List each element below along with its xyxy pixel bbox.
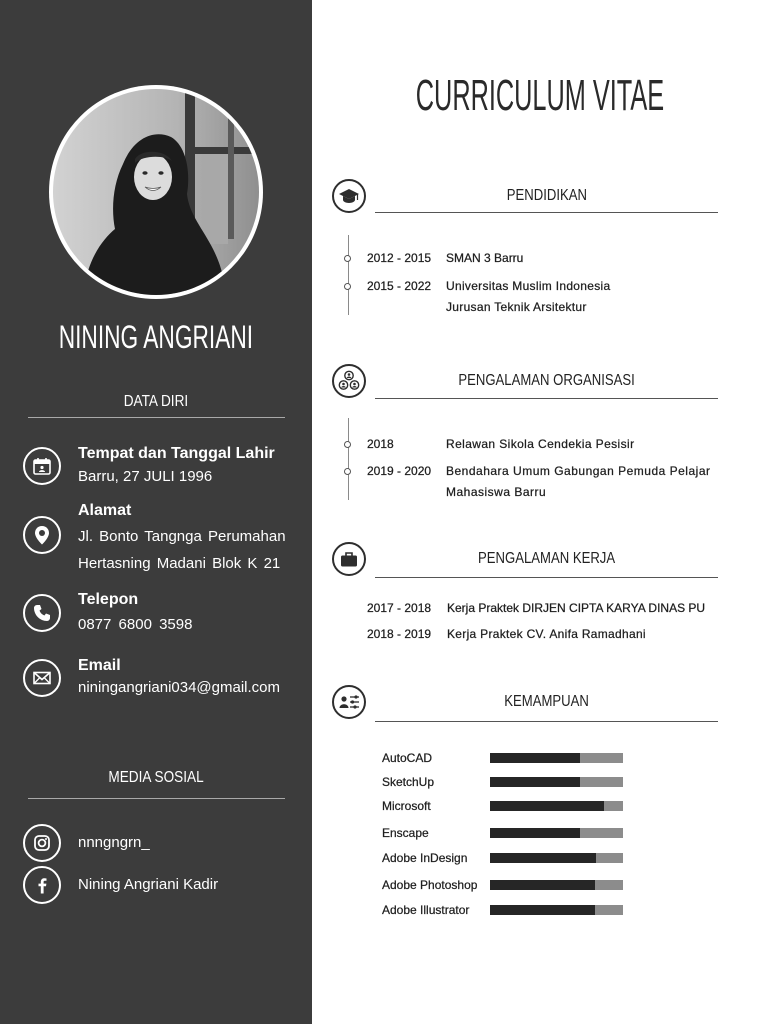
skills-icon <box>332 685 366 719</box>
data-diri-heading: DATA DIRI <box>123 393 189 410</box>
phone-label: Telepon <box>78 591 139 608</box>
entry-description: Kerja Praktek CV. Anifa Ramadhani <box>447 627 646 641</box>
timeline-line <box>348 235 349 315</box>
divider <box>375 577 718 578</box>
skill-bar <box>490 905 623 915</box>
skill-bar <box>490 777 623 787</box>
phone-icon <box>23 594 61 632</box>
timeline-dot <box>344 441 351 448</box>
entry-period: 2018 <box>367 437 394 451</box>
section-title-organisasi: PENGALAMAN ORGANISASI <box>458 372 635 389</box>
skill-name: Enscape <box>382 826 429 840</box>
timeline-dot <box>344 283 351 290</box>
skill-name: Adobe Illustrator <box>382 903 470 917</box>
skill-name: Microsoft <box>382 799 431 813</box>
address-line: Hertasning Madani Blok K 21 <box>78 555 281 572</box>
graduation-cap-icon <box>332 179 366 213</box>
organization-icon <box>332 364 366 398</box>
skill-name: Adobe InDesign <box>382 851 468 865</box>
media-sosial-heading: MEDIA SOSIAL <box>108 769 204 786</box>
cv-title: CURRICULUM VITAE <box>415 71 665 120</box>
facebook-icon <box>23 866 61 904</box>
entry-description: Universitas Muslim Indonesia <box>446 279 611 293</box>
entry-description: SMAN 3 Barru <box>446 251 524 265</box>
skill-bar-fill <box>490 753 580 763</box>
skill-bar-fill <box>490 853 596 863</box>
address-label: Alamat <box>78 502 132 519</box>
skill-bar <box>490 828 623 838</box>
skill-bar <box>490 801 623 811</box>
entry-description: Kerja Praktek DIRJEN CIPTA KARYA DINAS PU <box>447 601 706 615</box>
section-title-pendidikan: PENDIDIKAN <box>506 187 587 204</box>
skill-name: AutoCAD <box>382 751 433 765</box>
skill-bar <box>490 880 623 890</box>
entry-period: 2018 - 2019 <box>367 627 432 641</box>
entry-description: Relawan Sikola Cendekia Pesisir <box>446 437 635 451</box>
email-label: Email <box>78 657 121 674</box>
timeline-dot <box>344 255 351 262</box>
facebook-name: Nining Angriani Kadir <box>78 876 219 893</box>
entry-description: Mahasiswa Barru <box>446 485 547 499</box>
divider <box>28 417 285 418</box>
entry-period: 2017 - 2018 <box>367 601 432 615</box>
entry-period: 2019 - 2020 <box>367 464 432 478</box>
timeline-dot <box>344 468 351 475</box>
skill-bar <box>490 853 623 863</box>
entry-description: Jurusan Teknik Arsitektur <box>446 300 587 314</box>
divider <box>375 721 718 722</box>
full-name: NINING ANGRIANI <box>58 319 254 355</box>
instagram-handle: nnngngrn_ <box>78 834 150 851</box>
location-pin-icon <box>23 516 61 554</box>
skill-name: Adobe Photoshop <box>382 878 478 892</box>
section-title-kemampuan: KEMAMPUAN <box>504 693 589 710</box>
section-title-kerja: PENGALAMAN KERJA <box>477 550 616 567</box>
skill-bar-fill <box>490 880 595 890</box>
email-icon <box>23 659 61 697</box>
profile-photo <box>49 85 263 299</box>
skill-bar-fill <box>490 801 604 811</box>
entry-description: Bendahara Umum Gabungan Pemuda Pelajar <box>446 464 711 478</box>
birth-value: Barru, 27 JULI 1996 <box>78 468 213 485</box>
email-value: niningangriani034@gmail.com <box>78 679 281 696</box>
entry-period: 2012 - 2015 <box>367 251 432 265</box>
calendar-icon <box>23 447 61 485</box>
skill-bar-fill <box>490 828 580 838</box>
entry-period: 2015 - 2022 <box>367 279 432 293</box>
divider <box>375 212 718 213</box>
briefcase-icon <box>332 542 366 576</box>
birth-label: Tempat dan Tanggal Lahir <box>78 445 275 462</box>
skill-bar <box>490 753 623 763</box>
instagram-icon <box>23 824 61 862</box>
divider <box>375 398 718 399</box>
skill-bar-fill <box>490 905 595 915</box>
timeline-line <box>348 418 349 500</box>
divider <box>28 798 285 799</box>
skill-name: SketchUp <box>382 775 435 789</box>
phone-value: 0877 6800 3598 <box>78 616 193 633</box>
skill-bar-fill <box>490 777 580 787</box>
address-line: Jl. Bonto Tangnga Perumahan <box>78 528 286 545</box>
